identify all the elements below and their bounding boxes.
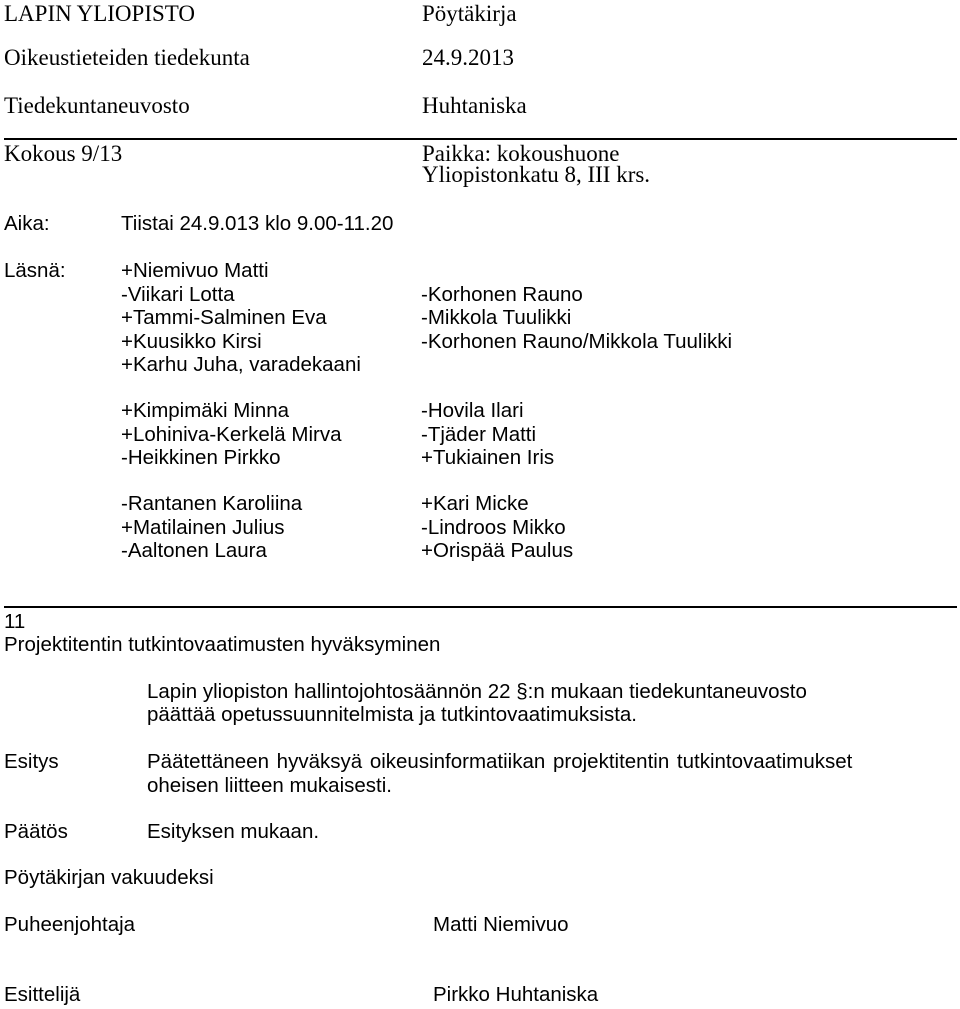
- attendee: +Lohiniva-Kerkelä Mirva: [121, 423, 342, 446]
- attendee: +Orispää Paulus: [421, 539, 574, 562]
- item-title: Projektitentin tutkintovaatimusten hyväksyminen: [4, 633, 441, 656]
- attendee: +Tammi-Salminen Eva: [121, 306, 327, 329]
- meeting-date: 24.9.2013: [422, 45, 514, 70]
- proposal-line1-wrap: [147, 750, 957, 774]
- presenter-role: Esittelijä: [4, 983, 81, 1006]
- faculty-name: Oikeustieteiden tiedekunta: [4, 45, 250, 70]
- decision-label: Päätös: [4, 820, 68, 843]
- signature-heading: Pöytäkirjan vakuudeksi: [4, 866, 214, 889]
- attendee: -Tjäder Matti: [421, 423, 537, 446]
- attendee: +Kimpimäki Minna: [121, 399, 290, 422]
- attendee: -Korhonen Rauno: [421, 283, 583, 306]
- signer-name: Huhtaniska: [422, 93, 527, 118]
- university-name: LAPIN YLIOPISTO: [4, 1, 196, 26]
- attendee-chair: +Niemivuo Matti: [121, 259, 269, 282]
- proposal-line2: oheisen liitteen mukaisesti.: [147, 774, 392, 797]
- attendee: +Kari Micke: [421, 492, 529, 515]
- item-intro-line1: Lapin yliopiston hallintojohtosäännön 22 §:n mukaan tiedekuntaneuvosto: [147, 680, 807, 703]
- time-value: Tiistai 24.9.013 klo 9.00-11.20: [121, 212, 394, 235]
- document-type: Pöytäkirja: [422, 1, 517, 26]
- attendee: +Matilainen Julius: [121, 516, 285, 539]
- attendee: -Lindroos Mikko: [421, 516, 566, 539]
- item-number: 11: [4, 610, 26, 633]
- time-label: Aika:: [4, 212, 50, 235]
- decision-text: Esityksen mukaan.: [147, 820, 320, 843]
- attendee: -Hovila Ilari: [421, 399, 524, 422]
- meeting-place: Paikka: kokoushuone: [422, 141, 620, 166]
- attendee: -Rantanen Karoliina: [121, 492, 303, 515]
- attendee: -Mikkola Tuulikki: [421, 306, 572, 329]
- meeting-address: Yliopistonkatu 8, III krs.: [422, 162, 651, 187]
- attendee: -Viikari Lotta: [121, 283, 235, 306]
- header-divider: [4, 138, 957, 140]
- presenter-name: Pirkko Huhtaniska: [433, 983, 599, 1006]
- item-divider: [4, 606, 957, 608]
- chair-name: Matti Niemivuo: [433, 913, 569, 936]
- proposal-label: Esitys: [4, 750, 59, 773]
- attendee: +Tukiainen Iris: [421, 446, 555, 469]
- attendee: +Karhu Juha, varadekaani: [121, 353, 361, 376]
- attendance-label: Läsnä:: [4, 259, 66, 282]
- meeting-number: Kokous 9/13: [4, 141, 123, 166]
- attendee: -Heikkinen Pirkko: [121, 446, 281, 469]
- attendee: -Aaltonen Laura: [121, 539, 267, 562]
- council-name: Tiedekuntaneuvosto: [4, 93, 190, 118]
- attendee: +Kuusikko Kirsi: [121, 330, 262, 353]
- item-intro-line2: päättää opetussuunnitelmista ja tutkintovaatimuksista.: [147, 703, 637, 726]
- proposal-line1: Päätettäneen hyväksyä oikeusinformatiikan projektitentin tutkintovaatimukset: [147, 750, 853, 773]
- chair-role: Puheenjohtaja: [4, 913, 136, 936]
- attendee: -Korhonen Rauno/Mikkola Tuulikki: [421, 330, 733, 353]
